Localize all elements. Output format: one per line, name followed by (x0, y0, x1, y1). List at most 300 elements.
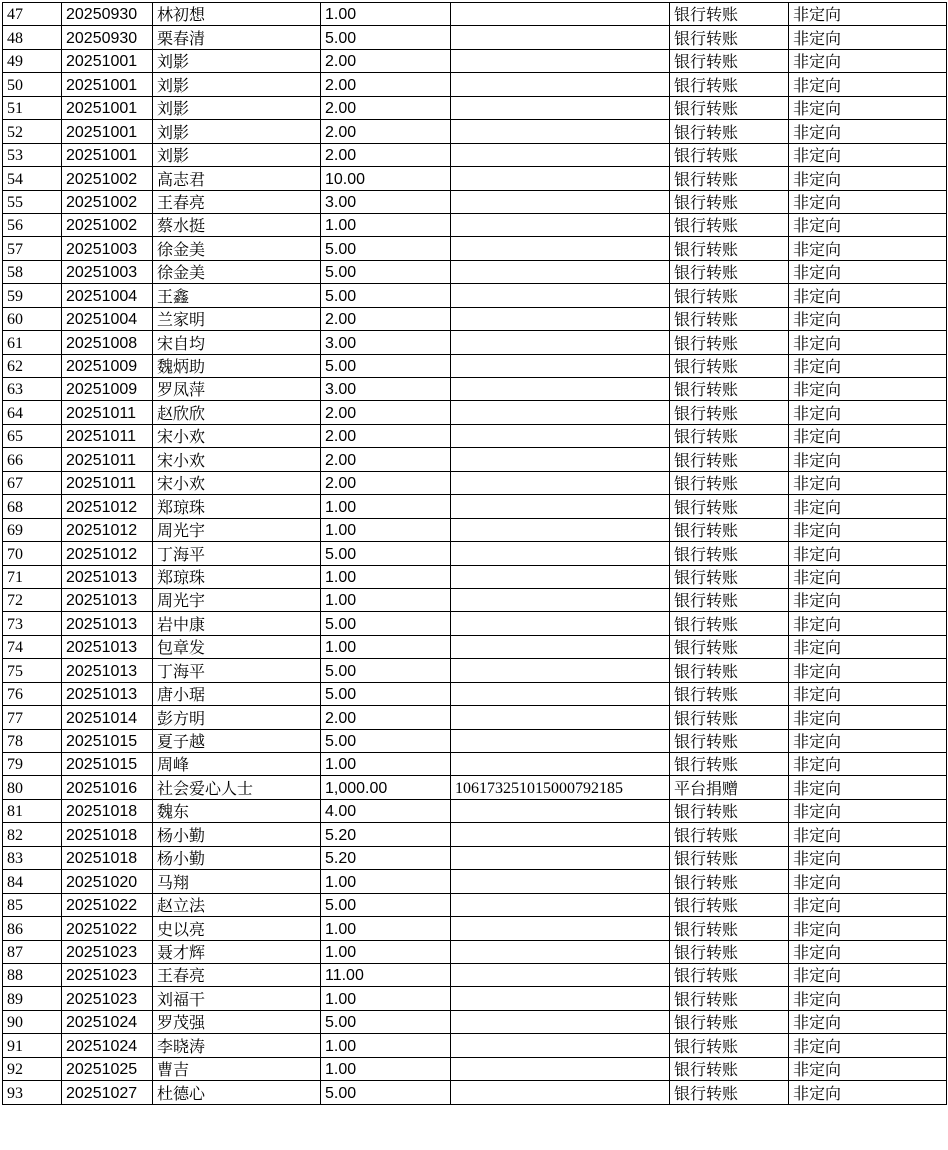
table-row (3, 940, 947, 963)
table-row (3, 659, 947, 682)
row-number-cell: 49 (3, 49, 62, 72)
direction-cell: 非定向 (789, 893, 947, 916)
payment-method-cell: 银行转账 (670, 354, 789, 377)
amount-cell: 1.00 (321, 940, 451, 963)
transaction-ref-cell (451, 542, 670, 565)
payment-method-cell: 银行转账 (670, 167, 789, 190)
row-number-cell: 73 (3, 612, 62, 635)
amount-cell: 2.00 (321, 120, 451, 143)
amount-cell: 5.00 (321, 26, 451, 49)
transaction-ref-cell (451, 331, 670, 354)
amount-cell: 1.00 (321, 987, 451, 1010)
date-cell: 20251024 (62, 1034, 153, 1057)
table-row (3, 565, 947, 588)
donor-name-cell: 岩中康 (153, 612, 321, 635)
transaction-ref-cell (451, 1081, 670, 1104)
donor-name-cell: 曹吉 (153, 1057, 321, 1080)
amount-cell: 5.00 (321, 284, 451, 307)
row-number-cell: 51 (3, 96, 62, 119)
amount-cell: 3.00 (321, 331, 451, 354)
transaction-ref-cell (451, 213, 670, 236)
row-number-cell: 67 (3, 471, 62, 494)
payment-method-cell: 银行转账 (670, 542, 789, 565)
donor-name-cell: 王鑫 (153, 284, 321, 307)
row-number-cell: 68 (3, 495, 62, 518)
payment-method-cell: 银行转账 (670, 799, 789, 822)
date-cell: 20251001 (62, 73, 153, 96)
donor-name-cell: 魏东 (153, 799, 321, 822)
date-cell: 20251001 (62, 49, 153, 72)
transaction-ref-cell (451, 729, 670, 752)
date-cell: 20251013 (62, 565, 153, 588)
date-cell: 20251023 (62, 963, 153, 986)
direction-cell: 非定向 (789, 1010, 947, 1033)
direction-cell: 非定向 (789, 635, 947, 658)
date-cell: 20251024 (62, 1010, 153, 1033)
table-row (3, 588, 947, 611)
donor-name-cell: 高志君 (153, 167, 321, 190)
date-cell: 20251013 (62, 635, 153, 658)
payment-method-cell: 银行转账 (670, 448, 789, 471)
donor-name-cell: 赵欣欣 (153, 401, 321, 424)
date-cell: 20251023 (62, 940, 153, 963)
direction-cell: 非定向 (789, 331, 947, 354)
row-number-cell: 88 (3, 963, 62, 986)
direction-cell: 非定向 (789, 73, 947, 96)
date-cell: 20251018 (62, 846, 153, 869)
table-row (3, 495, 947, 518)
date-cell: 20251013 (62, 659, 153, 682)
row-number-cell: 52 (3, 120, 62, 143)
direction-cell: 非定向 (789, 237, 947, 260)
direction-cell: 非定向 (789, 799, 947, 822)
row-number-cell: 58 (3, 260, 62, 283)
donor-name-cell: 郑琼珠 (153, 565, 321, 588)
payment-method-cell: 银行转账 (670, 940, 789, 963)
transaction-ref-cell (451, 635, 670, 658)
transaction-ref-cell (451, 378, 670, 401)
date-cell: 20251002 (62, 190, 153, 213)
direction-cell: 非定向 (789, 354, 947, 377)
transaction-ref-cell (451, 518, 670, 541)
transaction-ref-cell (451, 401, 670, 424)
row-number-cell: 48 (3, 26, 62, 49)
payment-method-cell: 银行转账 (670, 213, 789, 236)
transaction-ref-cell (451, 1034, 670, 1057)
table-row (3, 917, 947, 940)
row-number-cell: 66 (3, 448, 62, 471)
direction-cell: 非定向 (789, 706, 947, 729)
direction-cell: 非定向 (789, 518, 947, 541)
row-number-cell: 53 (3, 143, 62, 166)
direction-cell: 非定向 (789, 1034, 947, 1057)
row-number-cell: 56 (3, 213, 62, 236)
table-row (3, 542, 947, 565)
table-row (3, 1010, 947, 1033)
payment-method-cell: 银行转账 (670, 190, 789, 213)
table-row (3, 120, 947, 143)
transaction-ref-cell (451, 612, 670, 635)
table-row (3, 331, 947, 354)
table-row (3, 706, 947, 729)
direction-cell: 非定向 (789, 1057, 947, 1080)
amount-cell: 1.00 (321, 635, 451, 658)
donor-name-cell: 兰家明 (153, 307, 321, 330)
table-row (3, 73, 947, 96)
row-number-cell: 76 (3, 682, 62, 705)
row-number-cell: 75 (3, 659, 62, 682)
date-cell: 20251003 (62, 260, 153, 283)
date-cell: 20251009 (62, 378, 153, 401)
payment-method-cell: 银行转账 (670, 73, 789, 96)
table-row (3, 963, 947, 986)
table-row (3, 1081, 947, 1104)
date-cell: 20251012 (62, 495, 153, 518)
date-cell: 20251013 (62, 682, 153, 705)
payment-method-cell: 银行转账 (670, 588, 789, 611)
row-number-cell: 65 (3, 424, 62, 447)
row-number-cell: 85 (3, 893, 62, 916)
payment-method-cell: 银行转账 (670, 331, 789, 354)
amount-cell: 5.00 (321, 354, 451, 377)
transaction-ref-cell (451, 143, 670, 166)
direction-cell: 非定向 (789, 26, 947, 49)
transaction-ref-cell (451, 26, 670, 49)
transaction-ref-cell (451, 659, 670, 682)
amount-cell: 2.00 (321, 96, 451, 119)
date-cell: 20251011 (62, 448, 153, 471)
row-number-cell: 62 (3, 354, 62, 377)
amount-cell: 5.00 (321, 682, 451, 705)
donor-name-cell: 蔡水挺 (153, 213, 321, 236)
amount-cell: 5.20 (321, 846, 451, 869)
donation-records-table (2, 2, 947, 1105)
row-number-cell: 92 (3, 1057, 62, 1080)
amount-cell: 1,000.00 (321, 776, 451, 799)
amount-cell: 11.00 (321, 963, 451, 986)
row-number-cell: 89 (3, 987, 62, 1010)
direction-cell: 非定向 (789, 987, 947, 1010)
donor-name-cell: 丁海平 (153, 659, 321, 682)
row-number-cell: 57 (3, 237, 62, 260)
row-number-cell: 64 (3, 401, 62, 424)
payment-method-cell: 银行转账 (670, 49, 789, 72)
payment-method-cell: 银行转账 (670, 120, 789, 143)
amount-cell: 5.00 (321, 542, 451, 565)
amount-cell: 2.00 (321, 471, 451, 494)
payment-method-cell: 银行转账 (670, 635, 789, 658)
row-number-cell: 77 (3, 706, 62, 729)
donor-name-cell: 杨小勤 (153, 823, 321, 846)
amount-cell: 10.00 (321, 167, 451, 190)
donor-name-cell: 李晓涛 (153, 1034, 321, 1057)
donor-name-cell: 罗茂强 (153, 1010, 321, 1033)
row-number-cell: 50 (3, 73, 62, 96)
amount-cell: 1.00 (321, 870, 451, 893)
payment-method-cell: 银行转账 (670, 284, 789, 307)
donor-name-cell: 王春亮 (153, 963, 321, 986)
direction-cell: 非定向 (789, 120, 947, 143)
transaction-ref-cell (451, 73, 670, 96)
date-cell: 20251022 (62, 893, 153, 916)
amount-cell: 5.00 (321, 729, 451, 752)
table-row (3, 753, 947, 776)
donor-name-cell: 徐金美 (153, 260, 321, 283)
amount-cell: 1.00 (321, 565, 451, 588)
direction-cell: 非定向 (789, 3, 947, 26)
direction-cell: 非定向 (789, 471, 947, 494)
donor-name-cell: 魏炳助 (153, 354, 321, 377)
row-number-cell: 91 (3, 1034, 62, 1057)
table-row (3, 870, 947, 893)
donor-name-cell: 宋小欢 (153, 448, 321, 471)
amount-cell: 4.00 (321, 799, 451, 822)
direction-cell: 非定向 (789, 963, 947, 986)
direction-cell: 非定向 (789, 659, 947, 682)
payment-method-cell: 银行转账 (670, 753, 789, 776)
date-cell: 20251027 (62, 1081, 153, 1104)
transaction-ref-cell (451, 167, 670, 190)
transaction-ref-cell (451, 3, 670, 26)
direction-cell: 非定向 (789, 401, 947, 424)
direction-cell: 非定向 (789, 940, 947, 963)
payment-method-cell: 银行转账 (670, 495, 789, 518)
row-number-cell: 59 (3, 284, 62, 307)
amount-cell: 5.00 (321, 260, 451, 283)
table-row (3, 424, 947, 447)
transaction-ref-cell (451, 448, 670, 471)
table-row (3, 260, 947, 283)
table-row (3, 143, 947, 166)
date-cell: 20251003 (62, 237, 153, 260)
direction-cell: 非定向 (789, 495, 947, 518)
date-cell: 20251022 (62, 917, 153, 940)
row-number-cell: 81 (3, 799, 62, 822)
donor-name-cell: 徐金美 (153, 237, 321, 260)
date-cell: 20251015 (62, 753, 153, 776)
payment-method-cell: 银行转账 (670, 471, 789, 494)
date-cell: 20251012 (62, 518, 153, 541)
table-row (3, 1057, 947, 1080)
payment-method-cell: 银行转账 (670, 893, 789, 916)
date-cell: 20251012 (62, 542, 153, 565)
transaction-ref-cell (451, 565, 670, 588)
date-cell: 20251009 (62, 354, 153, 377)
donor-name-cell: 丁海平 (153, 542, 321, 565)
amount-cell: 5.00 (321, 237, 451, 260)
transaction-ref-cell (451, 1010, 670, 1033)
amount-cell: 5.20 (321, 823, 451, 846)
payment-method-cell: 银行转账 (670, 1081, 789, 1104)
row-number-cell: 78 (3, 729, 62, 752)
payment-method-cell: 银行转账 (670, 260, 789, 283)
amount-cell: 1.00 (321, 1034, 451, 1057)
payment-method-cell: 银行转账 (670, 378, 789, 401)
row-number-cell: 87 (3, 940, 62, 963)
donor-name-cell: 聂才辉 (153, 940, 321, 963)
table-row (3, 635, 947, 658)
date-cell: 20251011 (62, 424, 153, 447)
donor-name-cell: 刘福干 (153, 987, 321, 1010)
payment-method-cell: 银行转账 (670, 659, 789, 682)
date-cell: 20251020 (62, 870, 153, 893)
amount-cell: 5.00 (321, 659, 451, 682)
direction-cell: 非定向 (789, 307, 947, 330)
transaction-ref-cell (451, 49, 670, 72)
date-cell: 20251004 (62, 307, 153, 330)
amount-cell: 2.00 (321, 401, 451, 424)
donor-name-cell: 马翔 (153, 870, 321, 893)
payment-method-cell: 银行转账 (670, 401, 789, 424)
direction-cell: 非定向 (789, 729, 947, 752)
donor-name-cell: 宋自均 (153, 331, 321, 354)
transaction-ref-cell (451, 307, 670, 330)
amount-cell: 2.00 (321, 424, 451, 447)
donor-name-cell: 彭方明 (153, 706, 321, 729)
payment-method-cell: 银行转账 (670, 1010, 789, 1033)
donor-name-cell: 史以亮 (153, 917, 321, 940)
payment-method-cell: 银行转账 (670, 987, 789, 1010)
payment-method-cell: 银行转账 (670, 143, 789, 166)
transaction-ref-cell (451, 823, 670, 846)
direction-cell: 非定向 (789, 823, 947, 846)
row-number-cell: 71 (3, 565, 62, 588)
donor-name-cell: 刘影 (153, 143, 321, 166)
table-row (3, 823, 947, 846)
payment-method-cell: 银行转账 (670, 917, 789, 940)
table-row (3, 26, 947, 49)
transaction-ref-cell (451, 96, 670, 119)
payment-method-cell: 银行转账 (670, 237, 789, 260)
transaction-ref-cell (451, 799, 670, 822)
date-cell: 20251002 (62, 213, 153, 236)
amount-cell: 5.00 (321, 612, 451, 635)
donor-name-cell: 郑琼珠 (153, 495, 321, 518)
amount-cell: 5.00 (321, 1010, 451, 1033)
donor-name-cell: 社会爱心人士 (153, 776, 321, 799)
amount-cell: 5.00 (321, 893, 451, 916)
row-number-cell: 74 (3, 635, 62, 658)
direction-cell: 非定向 (789, 776, 947, 799)
direction-cell: 非定向 (789, 190, 947, 213)
amount-cell: 5.00 (321, 1081, 451, 1104)
row-number-cell: 54 (3, 167, 62, 190)
transaction-ref-cell (451, 588, 670, 611)
direction-cell: 非定向 (789, 753, 947, 776)
payment-method-cell: 银行转账 (670, 424, 789, 447)
amount-cell: 1.00 (321, 917, 451, 940)
transaction-ref-cell (451, 846, 670, 869)
amount-cell: 2.00 (321, 73, 451, 96)
table-row (3, 237, 947, 260)
donor-name-cell: 宋小欢 (153, 424, 321, 447)
table-row (3, 448, 947, 471)
row-number-cell: 69 (3, 518, 62, 541)
date-cell: 20251011 (62, 401, 153, 424)
date-cell: 20251018 (62, 823, 153, 846)
date-cell: 20251015 (62, 729, 153, 752)
payment-method-cell: 银行转账 (670, 729, 789, 752)
direction-cell: 非定向 (789, 448, 947, 471)
row-number-cell: 60 (3, 307, 62, 330)
payment-method-cell: 银行转账 (670, 1057, 789, 1080)
date-cell: 20251013 (62, 612, 153, 635)
transaction-ref-cell: 106173251015000792185 (451, 776, 670, 799)
row-number-cell: 84 (3, 870, 62, 893)
amount-cell: 1.00 (321, 3, 451, 26)
table-row (3, 1034, 947, 1057)
table-row (3, 471, 947, 494)
table-row (3, 682, 947, 705)
transaction-ref-cell (451, 284, 670, 307)
date-cell: 20251013 (62, 588, 153, 611)
amount-cell: 2.00 (321, 307, 451, 330)
direction-cell: 非定向 (789, 49, 947, 72)
table-row (3, 3, 947, 26)
donor-name-cell: 刘影 (153, 49, 321, 72)
row-number-cell: 63 (3, 378, 62, 401)
table-row (3, 893, 947, 916)
date-cell: 20251002 (62, 167, 153, 190)
table-row (3, 167, 947, 190)
payment-method-cell: 银行转账 (670, 307, 789, 330)
date-cell: 20251001 (62, 96, 153, 119)
direction-cell: 非定向 (789, 917, 947, 940)
row-number-cell: 70 (3, 542, 62, 565)
donor-name-cell: 杨小勤 (153, 846, 321, 869)
date-cell: 20251018 (62, 799, 153, 822)
donor-name-cell: 赵立法 (153, 893, 321, 916)
donor-name-cell: 杜德心 (153, 1081, 321, 1104)
payment-method-cell: 银行转账 (670, 963, 789, 986)
payment-method-cell: 银行转账 (670, 26, 789, 49)
amount-cell: 1.00 (321, 1057, 451, 1080)
donor-name-cell: 刘影 (153, 96, 321, 119)
payment-method-cell: 银行转账 (670, 1034, 789, 1057)
table-row (3, 49, 947, 72)
donor-name-cell: 唐小琚 (153, 682, 321, 705)
transaction-ref-cell (451, 424, 670, 447)
donor-name-cell: 夏子越 (153, 729, 321, 752)
table-row (3, 378, 947, 401)
table-row (3, 401, 947, 424)
payment-method-cell: 银行转账 (670, 870, 789, 893)
amount-cell: 3.00 (321, 190, 451, 213)
direction-cell: 非定向 (789, 284, 947, 307)
row-number-cell: 47 (3, 3, 62, 26)
payment-method-cell: 银行转账 (670, 706, 789, 729)
amount-cell: 2.00 (321, 706, 451, 729)
direction-cell: 非定向 (789, 565, 947, 588)
transaction-ref-cell (451, 190, 670, 213)
amount-cell: 1.00 (321, 213, 451, 236)
row-number-cell: 83 (3, 846, 62, 869)
direction-cell: 非定向 (789, 870, 947, 893)
amount-cell: 3.00 (321, 378, 451, 401)
donor-name-cell: 栗春清 (153, 26, 321, 49)
transaction-ref-cell (451, 940, 670, 963)
transaction-ref-cell (451, 963, 670, 986)
row-number-cell: 86 (3, 917, 62, 940)
table-row (3, 96, 947, 119)
transaction-ref-cell (451, 893, 670, 916)
payment-method-cell: 银行转账 (670, 565, 789, 588)
table-row (3, 846, 947, 869)
transaction-ref-cell (451, 1057, 670, 1080)
payment-method-cell: 银行转账 (670, 518, 789, 541)
direction-cell: 非定向 (789, 167, 947, 190)
table-row (3, 612, 947, 635)
